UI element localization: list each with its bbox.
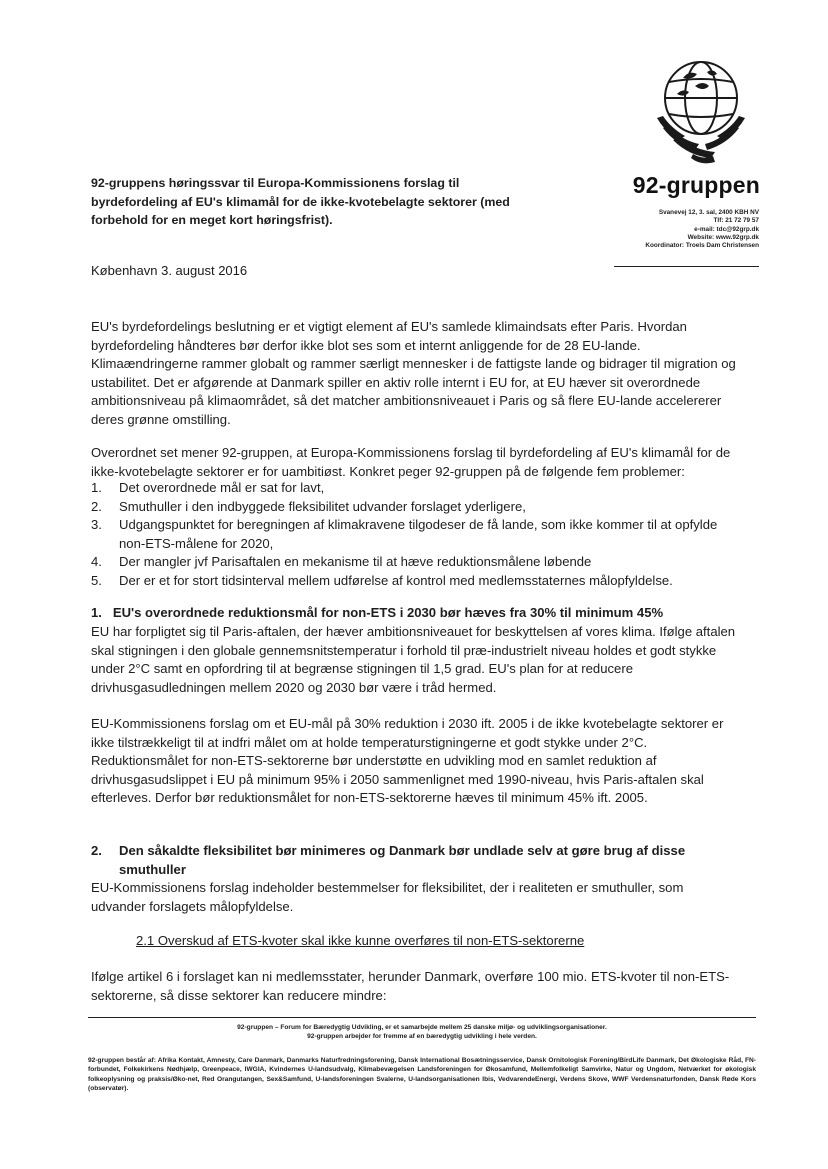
footer-members: 92-gruppen består af: Afrika Kontakt, Amnesty, Care Danmark, Danmarks Naturfredningsforening, Dansk International Bosætningsservice, Dansk Ornitologisk Forening/BirdLife Danmark, Det Økologiske Råd, FN-forbundet, Folkekirkens Nødhjælp, Greenpeace, IWGIA, Kvindernes U-landsudvalg, Klimabevægelsen Landsforeningen for Økosamfund, Mellemfolkeligt Samvirke, Natur og Ungdom, Netværket for økologisk folkeoplysning og praksis/Øko-net, Red Orangutangen, Sex&Samfund, U-landsforeningen Svalerne, U-landsorganisationen Ibis, VedvarendeEnergi, Verdens Skove, WWF Verdensnaturfonden, Dansk Røde Kors (observatør). [88,1057,756,1093]
section1-heading: 1. EU's overordnede reduktionsmål for non-ETS i 2030 bør hæves fra 30% til minimum 45% [91,605,664,620]
list-item [91,572,741,591]
section2-heading [91,842,741,879]
contact-address: Svanevej 12, 3. sal, 2400 KBH NV [658,209,759,216]
footer-about-line2: 92-gruppen arbejder for fremme af en bæredygtig udvikling i hele verden. [307,1032,537,1040]
section2-paragraph2: Ifølge artikel 6 i forslaget kan ni medlemsstater, herunder Danmark, overføre 100 mio. ETS-kvoter til non-ETS-sektorerne, så disse sektorer kan reducere mindre: [91,969,730,1003]
list-item [91,516,741,553]
organization-name: 92-gruppen [632,172,760,198]
contact-phone: Tlf: 21 72 79 57 [713,217,759,225]
section1-paragraph1: EU har forpligtet sig til Paris-aftalen, der hæver ambitionsniveauet for beskyttelsen af vores klima. Ifølge aftalen skal stigningen i den globale gennemsnitstemperatur i forhold til præ-industrielt niveau holdes et godt stykke under 2°C samt en opfordring til at begrænse stigningen til 1,5 grad. EU's plan for at reducere drivhusgasudledningen mellem 2020 og 2030 bør være i tråd hermed. [91,624,736,695]
list-item [91,553,741,572]
subsection-2-1-heading: 2.1 Overskud af ETS-kvoter skal ikke kunne overføres til non-ETS-sektorerne [136,933,585,948]
list-item-text: Der mangler jvf Parisaftalen en mekanisme til at hæve reduktionsmålene løbende [119,554,592,570]
intro-paragraph: EU's byrdefordelings beslutning er et vigtigt element af EU's samlede klimaindsats efter Paris. Hvordan byrdefordeling håndteres bør derfor ikke blot ses som et internt anliggende for de 28 EU-lande. Klimaændringerne rammer globalt og rammer særligt mennesker i de fattigste lande og bidrager til migration og ustabilitet. Det er afgørende at Danmark spiller en aktiv rolle internt i EU for, at EU hæver sit overordnede ambitionsniveau på klimaområdet, så det matcher ambitionsniveauet i Paris og så flere EU-lande accelererer deres grønne omstilling. [91,319,736,427]
section2-paragraph1: EU-Kommissionens forslag indeholder bestemmelser for fleksibilitet, der i realiteten er smuthuller, som udvander forslagets målopfyldelse. [91,880,684,914]
footer-about-line1: 92-gruppen – Forum for Bæredygtig Udvikling, er et samarbejde mellem 25 danske miljø- og udviklingsorganisationer. [237,1024,607,1031]
contact-website[interactable]: Website: www.92grp.dk [687,233,759,241]
list-item-number: 3. [91,517,102,533]
problems-intro-paragraph: Overordnet set mener 92-gruppen, at Europa-Kommissionens forslag til byrdefordeling af EU's klimamål for de ikke-kvotebelagte sektorer er for uambitiøst. Konkret peger 92-gruppen på de følgende fem problemer: [91,445,731,479]
footer-about [88,1024,756,1041]
contact-divider [614,266,759,267]
document-date: København 3. august 2016 [91,263,248,278]
list-item-text: Der er et for stort tidsinterval mellem udførelse af kontrol med medlemsstaternes målopfyldelse. [119,572,673,588]
list-item-text: Udgangspunktet for beregningen af klimakravene tilgodeser de få lande, som ikke kommer til at opfylde non-ETS-målene for 2020, [119,517,718,551]
list-item [91,498,741,517]
contact-email[interactable]: e-mail: tdc@92grp.dk [694,225,759,233]
list-item-number: 5. [91,572,102,588]
footer-divider [88,1017,756,1018]
section1-paragraph2: EU-Kommissionens forslag om et EU-mål på 30% reduktion i 2030 ift. 2005 i de ikke kvotebelagte sektorer er ikke tilstrækkeligt til at indfri målet om at holde temperaturstigningerne et godt stykke under 2°C. Reduktionsmålet for non-ETS-sektorerne bør understøtte en udvikling mod en samlet reduktion af drivhusgasudslippet i EU på minimum 95% i 2050 sammenlignet med 1990-niveau, hvis Paris-aftalen skal efterleves. Derfor bør reduktionsmålet for non-ETS-sektorerne hæves til minimum 45% ift. 2005. [91,716,724,806]
globe-hand-logo-icon [655,58,747,170]
list-item-text: Det overordnede mål er sat for lavt, [119,480,325,495]
list-item-number: 1. [91,480,102,495]
contact-coordinator: Koordinator: Troels Dam Christensen [645,242,759,250]
problems-list [91,479,741,591]
list-item-number: 4. [91,554,102,570]
list-item [91,479,741,498]
document-title: 92-gruppens høringssvar til Europa-Kommissionens forslag til byrdefordeling af EU's klimamål for de ikke-kvotebelagte sektorer (med forbehold for en meget kort høringsfrist). [91,176,510,228]
contact-block [560,209,759,250]
list-item-text: Smuthuller i den indbyggede fleksibilitet udvander forslaget yderligere, [119,498,526,514]
section2-number: 2. [91,843,102,858]
list-item-number: 2. [91,498,102,514]
section2-heading-text: Den såkaldte fleksibilitet bør minimeres og Danmark bør undlade selv at gøre brug af disse smuthuller [119,843,686,877]
